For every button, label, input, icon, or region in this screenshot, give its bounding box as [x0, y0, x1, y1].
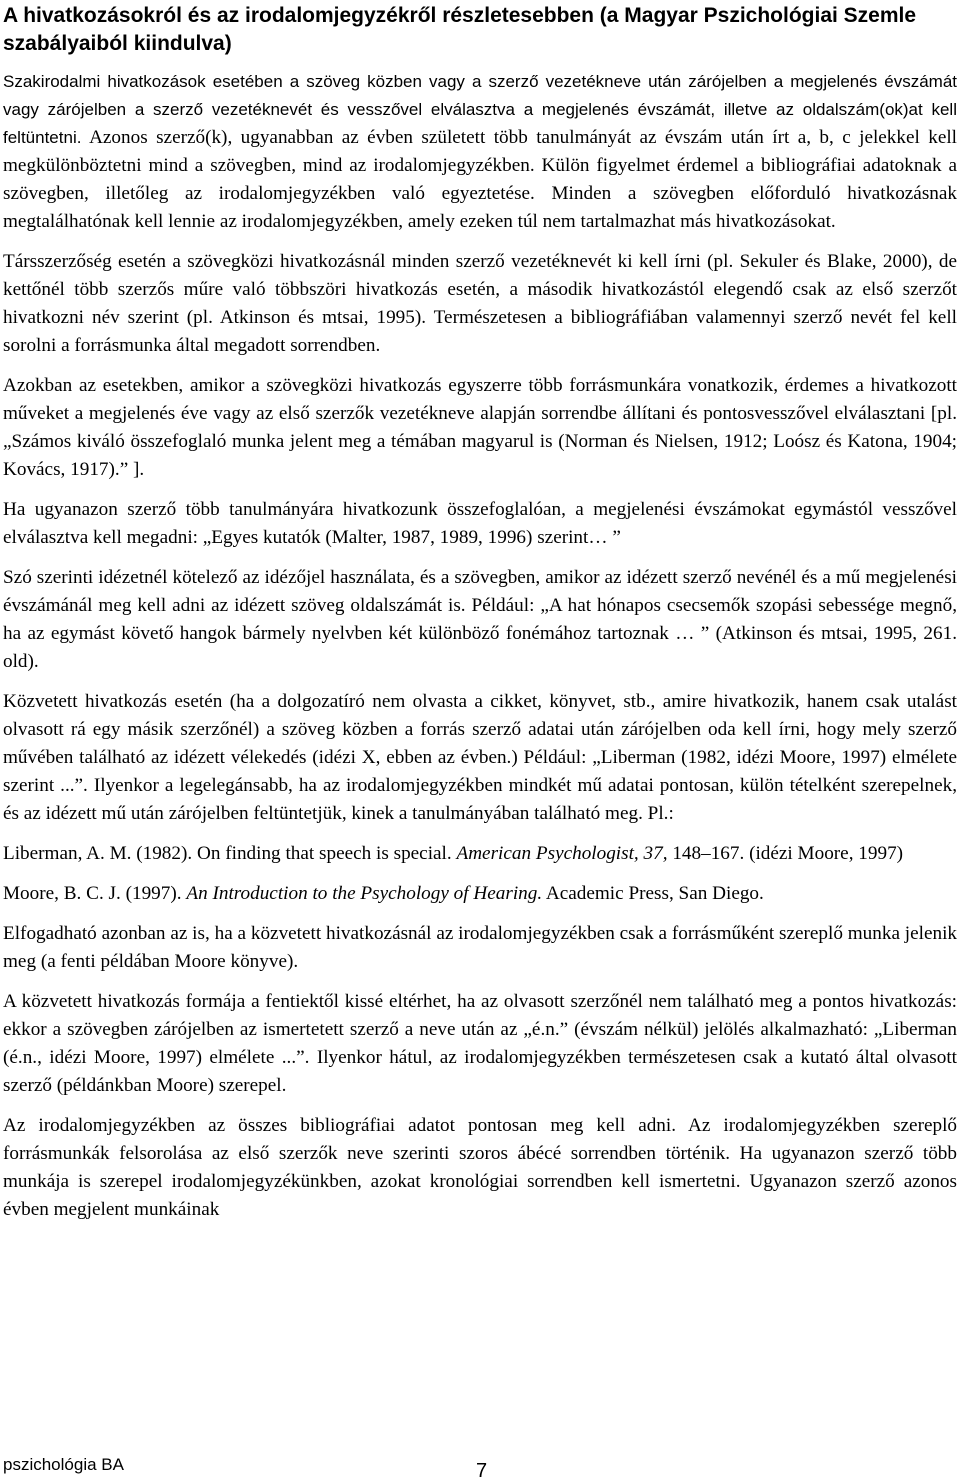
paragraph-indirect-citation: Közvetett hivatkozás esetén (ha a dolgozatíró nem olvasta a cikket, könyvet, stb., amire hivatkozik, hanem csak utalást olvasott rá egy másik szerzőnél) a szöveg közben a forrás szerző adatai után zárójelben oda kell írni, hogy mely szerző művében található az idézett vélekedés (idézi X, ebben az évben.) Például: „Liberman (1982, idézi Moore, 1997) elmélete szerint ...”. Ilyenkor a legelegánsabb, ha az irodalomjegyzékben mindkét mű adatai pontosan, külön tételként szerepelnek, és az idézett mű után zárójelben feltüntetjük, kinek a tanulmányában található meg. Pl.: [3, 691, 957, 824]
footer-label: pszichológia BA [3, 1455, 124, 1474]
paragraph-serif-part: Azonos szerző(k), ugyanabban az évben született több tanulmányát az évszám után írt a, b, c jelekkel kell megkülönböztetni mind a szövegben, mind az irodalomjegyzékben. Külön figyelmet érdemel a bibliográfiai adatoknak a szövegben, illetőleg az irodalomjegyzékben való egyeztetése. Minden a szövegben előforduló hivatkozásnak megtalálhatónak kell lennie az irodalomjegyzékben, amely ezeken túl nem tartalmazhat más hivatkozásokat. [3, 127, 958, 232]
paragraph-citation-basics [3, 68, 957, 236]
reference-moore-book: An Introduction to the Psychology of Hearing. [186, 883, 543, 904]
reference-moore-main: Moore, B. C. J. (1997). [3, 883, 187, 904]
paragraph-same-author: Ha ugyanazon szerző több tanulmányára hivatkozunk összefoglalóan, a megjelenési évszámokat egymástól vesszővel elválasztva kell megadni: „Egyes kutatók (Malter, 1987, 1989, 1996) szerint… ” [3, 499, 957, 548]
page-footer [3, 1452, 960, 1482]
paragraph-direct-quote: Szó szerinti idézetnél kötelező az idézőjel használata, és a szövegben, amikor az idézett szerző nevénél és a mű megjelenési évszámánál meg kell adni az idézett szöveg oldalszámát is. Például: „A hat hónapos csecsemők szopási sebessége megnő, ha az egymást követő hangok bármely nyelvben két különböző fonémához tartoznak … ” (Atkinson és mtsai, 1995, 261. old). [3, 567, 957, 672]
reference-moore [3, 880, 957, 908]
document-page [3, 0, 957, 1224]
paragraph-bibliography-order: Az irodalomjegyzékben az összes bibliográfiai adatot pontosan meg kell adni. Az irodalomjegyzékben szereplő forrásmunkák felsorolása az első szerzők neve szerinti szoros ábécé sorrendben történik. Ha ugyanazon szerző több munkája is szerepel irodalomjegyzékünkben, azokat kronológiai sorrendben kell ismertetni. Ugyanazon szerző azonos évben megjelent munkáinak [3, 1115, 957, 1220]
reference-liberman-tail: 148–167. (idézi Moore, 1997) [667, 843, 904, 864]
section-title: A hivatkozásokról és az irodalomjegyzékről részletesebben (a Magyar Pszichológiai Szemle szabályaiból kiindulva) [3, 4, 917, 55]
reference-liberman-journal: American Psychologist, 37, [456, 843, 668, 864]
reference-liberman-main: Liberman, A. M. (1982). On finding that speech is special. [3, 843, 457, 864]
paragraph-coauthors: Társszerzőség esetén a szövegközi hivatkozásnál minden szerző vezetéknevét ki kell írni (pl. Sekuler és Blake, 2000), de kettőnél több szerzős műre való többszöri hivatkozás esetén, a második hivatkozástól elegendő csak az első szerzőt hivatkozni név szerint (pl. Atkinson és mtsai, 1995). Természetesen a bibliográfiában valamennyi szerző nevét fel kell sorolni a forrásmunka által megadott sorrendben. [3, 251, 957, 356]
paragraph-multiple-sources: Azokban az esetekben, amikor a szövegközi hivatkozás egyszerre több forrásmunkára vonatkozik, érdemes a hivatkozott műveket a megjelenés éve vagy az első szerzők vezetékneve alapján sorrendbe állítani és pontosvesszővel elválasztani [pl. „Számos kiváló összefoglaló munka jelent meg a témában magyarul is (Norman és Nielsen, 1912; Loósz és Katona, 1904; Kovács, 1917).” ]. [3, 375, 957, 480]
reference-liberman [3, 840, 957, 868]
reference-moore-tail: Academic Press, San Diego. [542, 883, 764, 904]
paragraph-no-year: A közvetett hivatkozás formája a fentiektől kissé eltérhet, ha az olvasott szerzőnél nem található meg a pontos hivatkozás: ekkor a szövegben zárójelben az ismertetett szerző a neve után az „é.n.” (évszám nélkül) jelölés alkalmazható: „Liberman (é.n., idézi Moore, 1997) elmélete ...”. Ilyenkor hátul, az irodalomjegyzékben természetesen csak a kutató által olvasott szerző (példánkban Moore) szerepel. [3, 991, 957, 1096]
paragraph-sans-part: Szakirodalmi hivatkozások esetében a szöveg közben vagy a szerző vezetékneve után zárójelben a megjelenés évszámát vagy zárójelben a szerző vezetéknevét és vesszővel elválasztva a megjelenés évszámát, illetve az oldalszám(ok)at kell feltüntetni. [3, 72, 957, 147]
page-number: 7 [476, 1460, 488, 1482]
paragraph-acceptable-alternative: Elfogadható azonban az is, ha a közvetett hivatkozásnál az irodalomjegyzékben csak a forrásműként szereplő munka jelenik meg (a fenti példában Moore könyve). [3, 923, 957, 972]
